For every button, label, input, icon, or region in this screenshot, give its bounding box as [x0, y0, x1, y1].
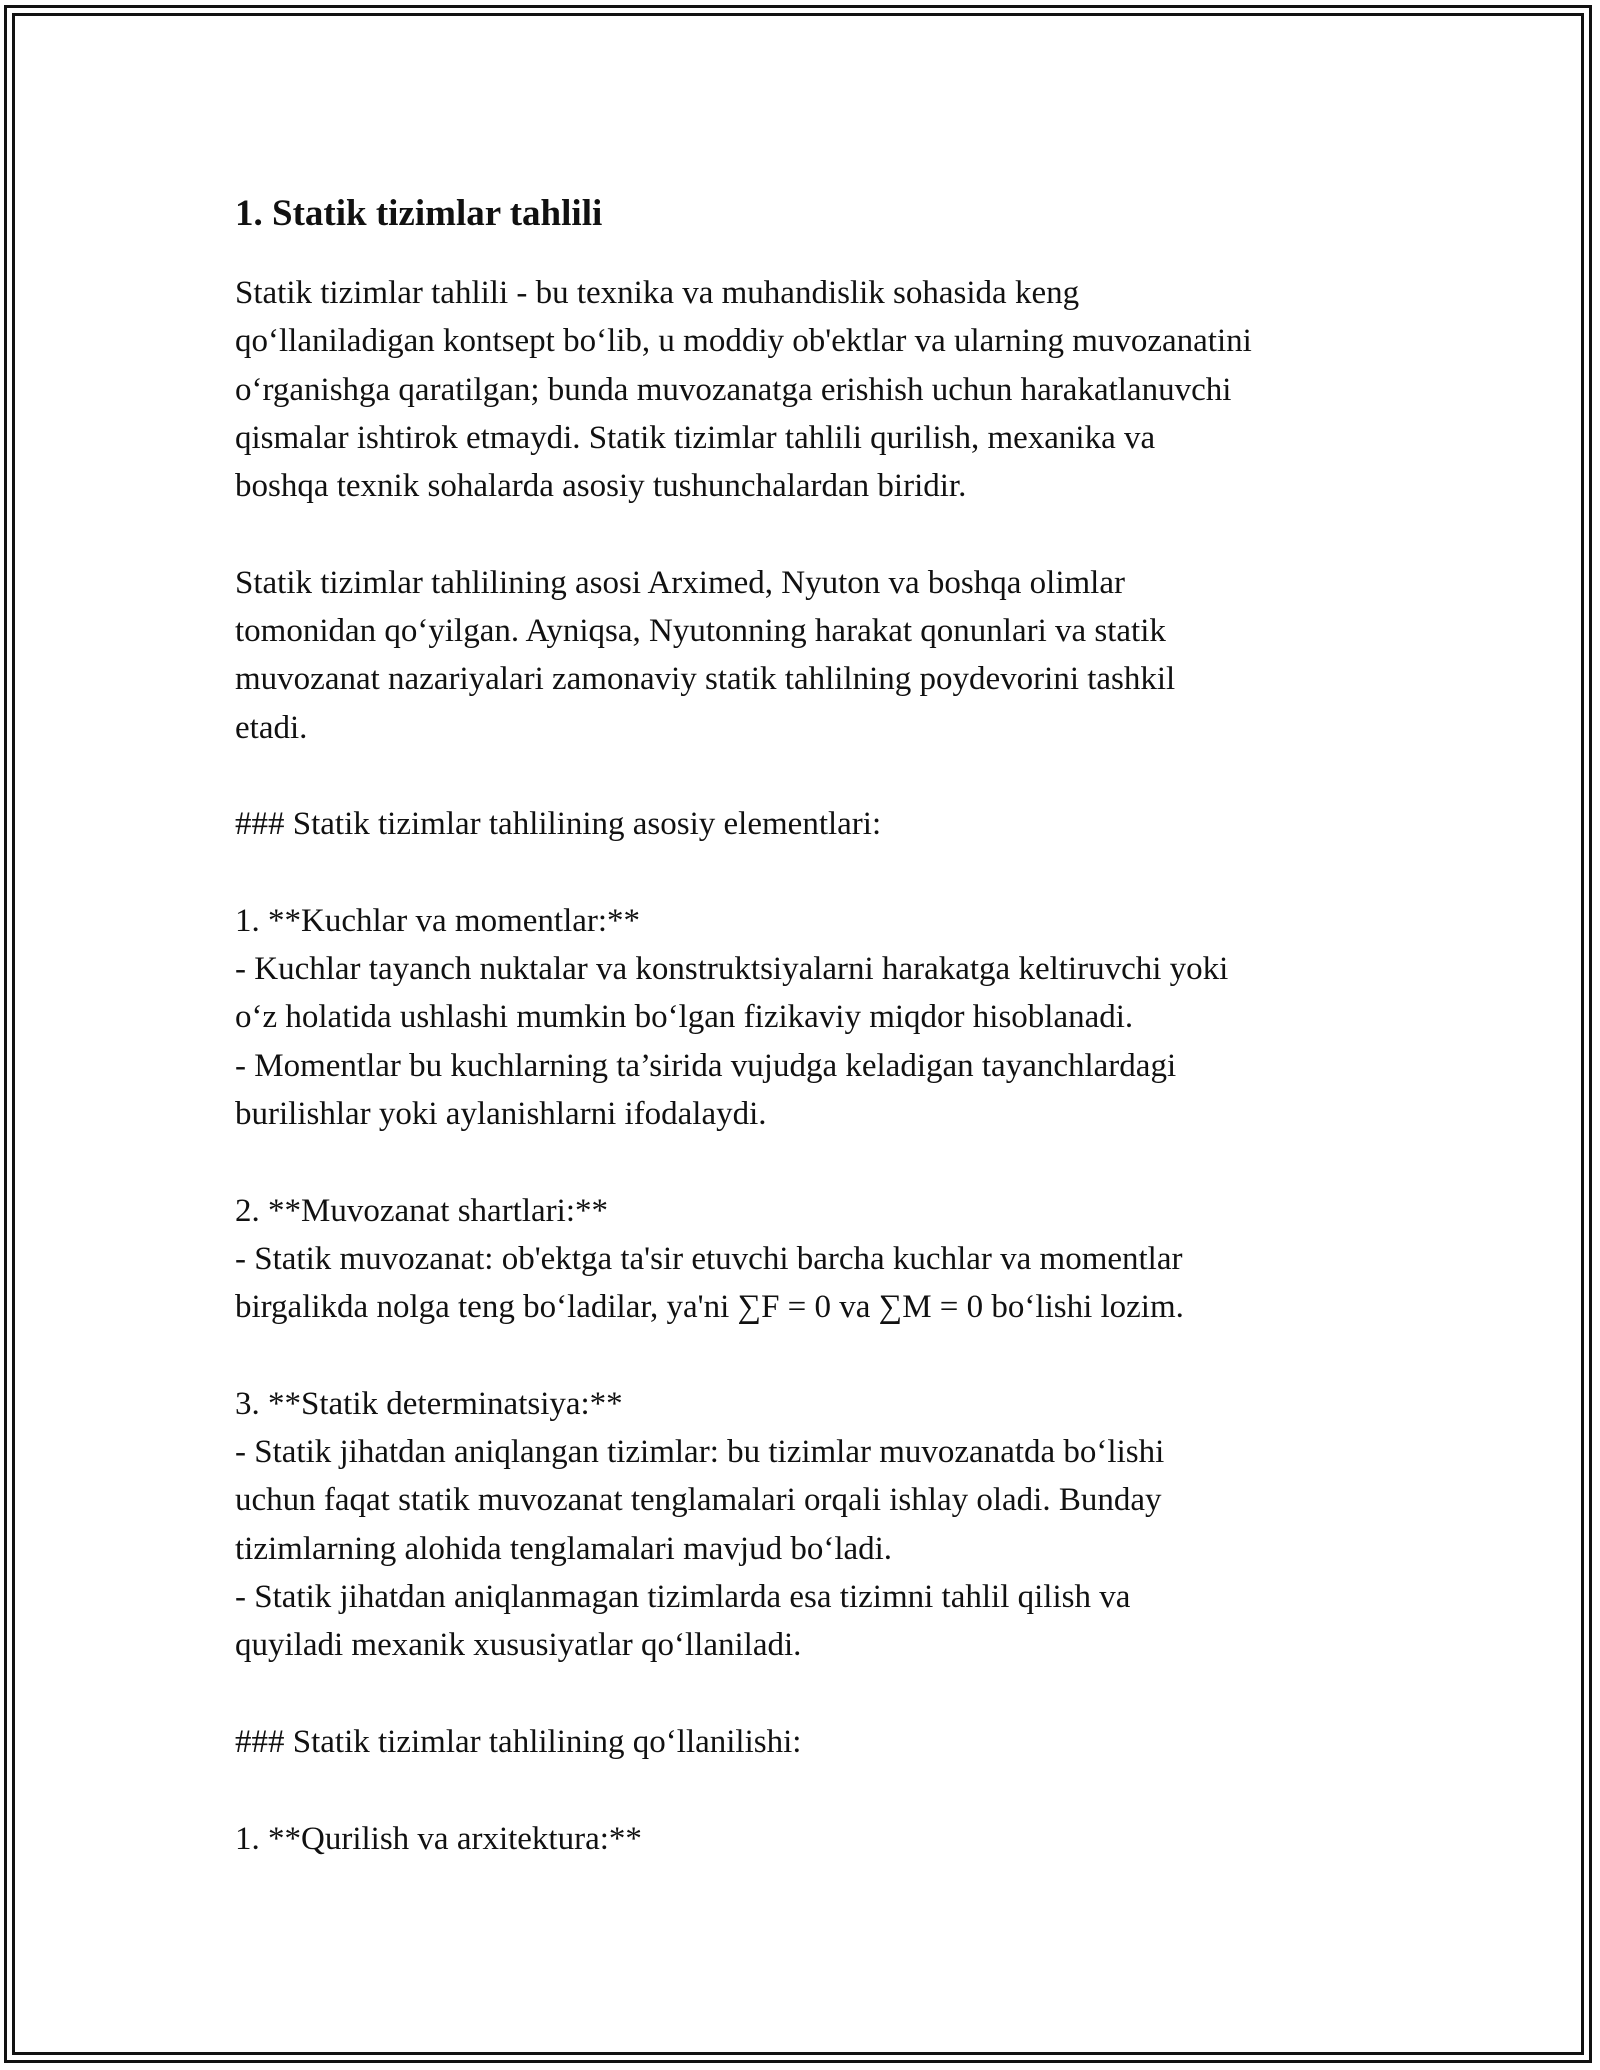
list-item-equilibrium-conditions: 2. **Muvozanat shartlari:** - Statik muvozanat: ob'ektga ta'sir etuvchi barcha kuchlar va momentlar birgalikda nolga teng bo‘ladilar, ya'ni ∑F = 0 va ∑M = 0 bo‘lishi lozim.: [235, 1192, 1184, 1326]
elements-heading: ### Statik tizimlar tahlilining asosiy elementlari:: [235, 806, 882, 843]
document-body: [235, 269, 1395, 1863]
paragraph-gap: [235, 1332, 1395, 1380]
intro-paragraph: Statik tizimlar tahlili - bu texnika va muhandislik sohasida keng qo‘llaniladigan kontsept bo‘lib, u moddiy ob'ektlar va ularning muvozanatini o‘rganishga qaratilgan; bunda muvozanatga erishish uchun harakatlanuvchi qismalar ishtirok etmaydi. Statik tizimlar tahlili qurilish, mexanika va boshqa texnik sohalarda asosiy tushunchalardan biridir.: [235, 275, 1252, 505]
list-item-static-determinacy: 3. **Statik determinatsiya:** - Statik jihatdan aniqlangan tizimlar: bu tizimlar muvozanatda bo‘lishi uchun faqat statik muvozanat tenglamalari orqali ishlay oladi. Bunday tizimlarning alohida tenglamalari mavjud bo‘ladi. - Statik jihatdan aniqlanmagan tizimlarda esa tizimni tahlil qilish va quyiladi mexanik xususiyatlar qo‘llaniladi.: [235, 1385, 1165, 1664]
paragraph-gap: [235, 1138, 1395, 1186]
list-item-forces-moments: 1. **Kuchlar va momentlar:** - Kuchlar tayanch nuktalar va konstruktsiyalarni harakatga keltiruvchi yoki o‘z holatida ushlashi mumkin bo‘lgan fizikaviy miqdor hisoblanadi. - Momentlar bu kuchlarning ta’sirida vujudga keladigan tayanchlardagi burilishlar yoki aylanishlarni ifodalaydi.: [235, 902, 1229, 1133]
paragraph-gap: [235, 1670, 1395, 1718]
paragraph-gap: [235, 752, 1395, 800]
document-page: [235, 185, 1395, 1863]
paragraph-gap: [235, 1766, 1395, 1814]
paragraph-gap: [235, 849, 1395, 897]
document-title: 1. Statik tizimlar tahlili: [235, 193, 603, 234]
applications-heading: ### Statik tizimlar tahlilining qo‘llanilishi:: [235, 1723, 802, 1760]
list-item-construction: 1. **Qurilish va arxitektura:**: [235, 1820, 642, 1857]
paragraph-gap: [235, 510, 1395, 558]
history-paragraph: Statik tizimlar tahlilining asosi Arximed, Nyuton va boshqa olimlar tomonidan qo‘yilgan. Ayniqsa, Nyutonning harakat qonunlari va statik muvozanat nazariyalari zamonaviy statik tahlilning poydevorini tashkil etadi.: [235, 564, 1176, 746]
